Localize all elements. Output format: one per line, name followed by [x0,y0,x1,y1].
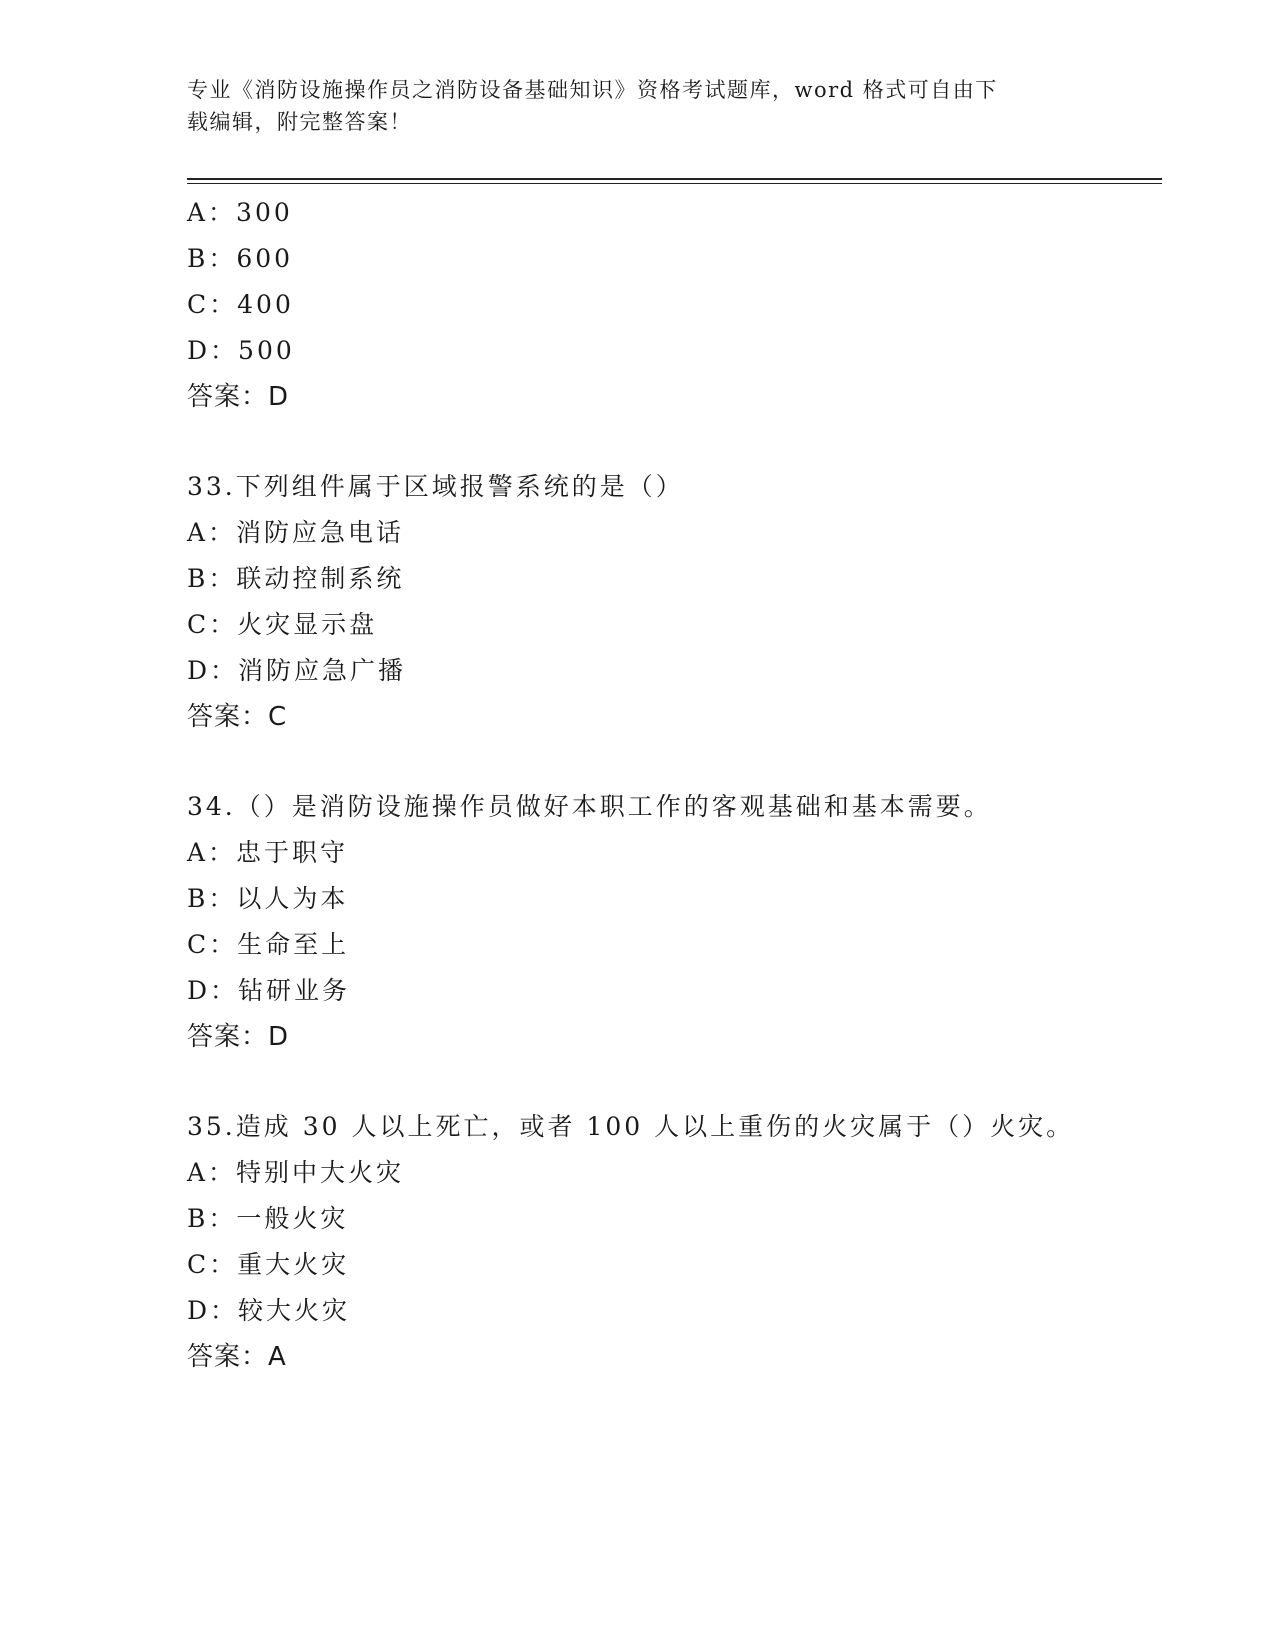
option-d: D：500 [187,336,295,365]
block-spacer [187,740,1162,784]
header-line-1: 专业《消防设施操作员之消防设备基础知识》资格考试题库，word 格式可自由下 [187,78,998,102]
option-a: A：消防应急电话 [187,518,405,547]
question-block [187,190,1162,420]
question-block [187,784,1162,1060]
document-header [187,74,1067,138]
option-a: A：特别中大火灾 [187,1158,405,1187]
answer-line: 答案：A [187,1342,287,1372]
question-block [187,1104,1162,1380]
answer-line: 答案：D [187,1022,290,1052]
question-block [187,464,1162,740]
question-list [187,190,1162,1380]
header-rule-thick [187,178,1162,180]
option-d: D：较大火灾 [187,1296,351,1325]
option-c: C：火灾显示盘 [187,610,378,639]
question-text: 35.造成 30 人以上死亡，或者 100 人以上重伤的火灾属于（）火灾。 [187,1112,1075,1141]
option-b: B：联动控制系统 [187,564,405,593]
option-d: D：消防应急广播 [187,656,407,685]
header-rule-thin [187,183,1162,184]
option-a: A：忠于职守 [187,838,349,867]
answer-line: 答案：C [187,702,288,732]
option-c: C：400 [187,290,294,319]
option-b: B：以人为本 [187,884,349,913]
option-c: C：生命至上 [187,930,350,959]
question-text: 34.（）是消防设施操作员做好本职工作的客观基础和基本需要。 [187,792,992,821]
answer-line: 答案：D [187,382,290,412]
block-spacer [187,420,1162,464]
block-spacer [187,1060,1162,1104]
option-b: B：一般火灾 [187,1204,349,1233]
header-line-2: 载编辑，附完整答案！ [187,110,412,134]
option-a: A：300 [187,198,293,227]
option-c: C：重大火灾 [187,1250,350,1279]
question-text: 33.下列组件属于区域报警系统的是（） [187,472,684,501]
option-b: B：600 [187,244,294,273]
option-d: D：钻研业务 [187,976,351,1005]
